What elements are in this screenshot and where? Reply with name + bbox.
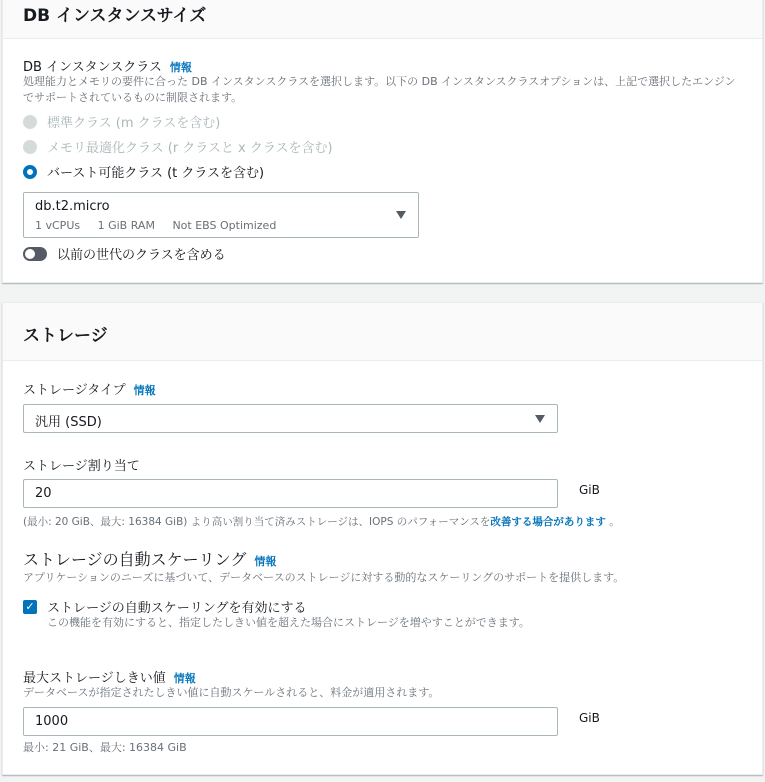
radio-label: 標準クラス (m クラスを含む) bbox=[47, 116, 221, 131]
improve-performance-link[interactable]: 改善する場合があります bbox=[490, 516, 606, 528]
allocated-storage-help bbox=[23, 514, 620, 529]
previous-generation-toggle[interactable] bbox=[23, 244, 226, 263]
max-threshold-unit: GiB bbox=[579, 711, 600, 725]
instance-class-desc: 処理能力とメモリの要件に合った DB インスタンスクラスを選択します。以下の DB インスタンスクラスオプションは、上記で選択したエンジンでサポートされているものに制限されます。 bbox=[23, 75, 736, 104]
dropdown-caret-icon bbox=[396, 211, 406, 219]
autoscaling-desc: アプリケーションのニーズに基づいて、データベースのストレージに対する動的なスケーリングのサポートを提供します。 bbox=[23, 571, 625, 584]
enable-autoscaling-checkbox[interactable] bbox=[23, 597, 306, 616]
radio-icon bbox=[23, 140, 37, 154]
storage-panel bbox=[2, 302, 763, 775]
instance-size-header bbox=[3, 0, 762, 39]
storage-type-info-link[interactable]: 情報 bbox=[133, 384, 156, 397]
radio-standard-class[interactable] bbox=[23, 112, 220, 131]
storage-type-label bbox=[23, 379, 156, 398]
autoscaling-title bbox=[23, 547, 276, 570]
allocated-storage-help-text: (最小: 20 GiB、最大: 16384 GiB) より高い割り当て済みストレージは、IOPS のパフォーマンスを bbox=[23, 516, 491, 528]
radio-burstable-class[interactable] bbox=[23, 162, 264, 181]
max-threshold-value: 1000 bbox=[35, 714, 69, 729]
max-threshold-input[interactable] bbox=[23, 707, 558, 736]
max-threshold-help: 最小: 21 GiB、最大: 16384 GiB bbox=[23, 741, 187, 754]
instance-class-info-link[interactable]: 情報 bbox=[169, 61, 192, 74]
allocated-storage-input[interactable] bbox=[23, 479, 558, 508]
vcpu-spec: 1 vCPUs bbox=[35, 219, 81, 232]
ebs-spec: Not EBS Optimized bbox=[172, 219, 277, 232]
allocated-storage-unit: GiB bbox=[579, 483, 600, 497]
instance-class-label bbox=[23, 56, 192, 75]
max-threshold-label-text: 最大ストレージしきい値 bbox=[23, 671, 166, 686]
storage-header bbox=[3, 303, 762, 361]
enable-autoscaling-label: ストレージの自動スケーリングを有効にする bbox=[47, 601, 307, 616]
radio-memory-optimized-class[interactable] bbox=[23, 137, 333, 156]
toggle-icon bbox=[23, 247, 47, 261]
checkbox-checked-icon: ✓ bbox=[23, 600, 37, 614]
allocated-storage-label: ストレージ割り当て bbox=[23, 459, 140, 474]
max-threshold-info-link[interactable]: 情報 bbox=[173, 672, 196, 685]
radio-selected-icon bbox=[23, 165, 37, 179]
instance-class-select[interactable] bbox=[23, 192, 419, 238]
storage-type-label-text: ストレージタイプ bbox=[23, 383, 126, 398]
allocated-storage-help-end: 。 bbox=[605, 516, 620, 528]
radio-icon bbox=[23, 115, 37, 129]
storage-type-value: 汎用 (SSD) bbox=[35, 415, 102, 430]
radio-label: バースト可能クラス (t クラスを含む) bbox=[47, 166, 265, 181]
instance-size-title: DB インスタンスサイズ bbox=[23, 6, 207, 26]
max-threshold-desc: データベースが指定されたしきい値に自動スケールされると、料金が適用されます。 bbox=[23, 686, 440, 699]
instance-class-specs bbox=[35, 219, 276, 232]
toggle-label: 以前の世代のクラスを含める bbox=[57, 248, 226, 263]
storage-type-select[interactable] bbox=[23, 404, 558, 433]
instance-size-panel bbox=[2, 0, 763, 283]
max-threshold-label bbox=[23, 667, 196, 686]
instance-class-label-text: DB インスタンスクラス bbox=[23, 60, 162, 75]
storage-title: ストレージ bbox=[23, 326, 108, 346]
allocated-storage-value: 20 bbox=[35, 486, 52, 501]
autoscaling-title-text: ストレージの自動スケーリング bbox=[23, 550, 247, 569]
enable-autoscaling-desc: この機能を有効にすると、指定したしきい値を超えた場合にストレージを増やすことができます。 bbox=[47, 616, 530, 629]
ram-spec: 1 GiB RAM bbox=[97, 219, 155, 232]
instance-class-value: db.t2.micro bbox=[35, 199, 110, 214]
autoscaling-info-link[interactable]: 情報 bbox=[254, 555, 277, 568]
dropdown-caret-icon bbox=[535, 415, 545, 423]
radio-label: メモリ最適化クラス (r クラスと x クラスを含む) bbox=[47, 141, 333, 156]
